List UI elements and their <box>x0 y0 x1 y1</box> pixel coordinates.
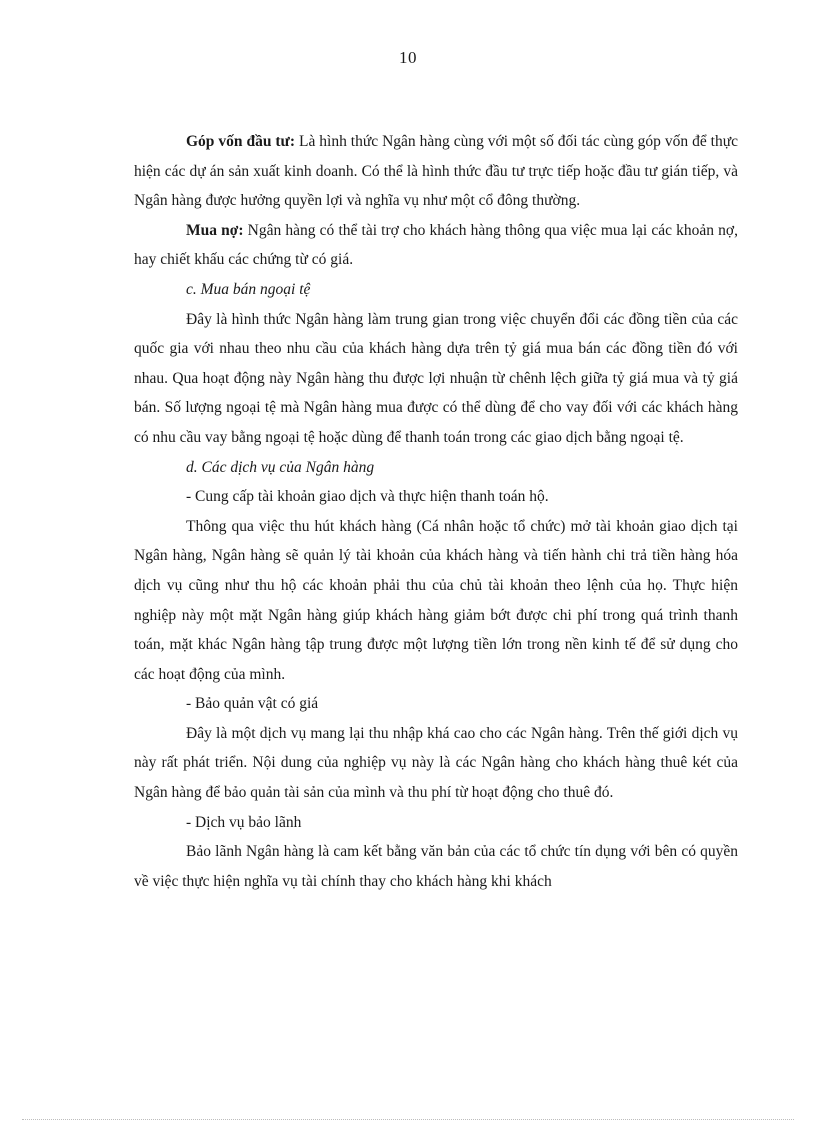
term-mua-no: Mua nợ: <box>186 221 244 239</box>
section-heading-d: d. Các dịch vụ của Ngân hàng <box>186 458 375 476</box>
paragraph-text: Là hình thức Ngân hàng cùng với một số đối tác cùng góp vốn để thực hiện các dự án sản xuất kinh doanh. Có thể là hình thức đầu tư trực tiếp hoặc đầu tư gián tiếp, và Ngân hàng được hưởng quyền lợi và nghĩa vụ như một cổ đông thường. <box>134 133 738 210</box>
paragraph-ngoai-te: Đây là hình thức Ngân hàng làm trung gian trong việc chuyển đổi các đồng tiền của các quốc gia với nhau theo nhu cầu của khách hàng dựa trên tỷ giá mua bán các đồng tiền đó với nhau. Qua hoạt động này Ngân hàng thu được lợi nhuận từ chênh lệch giữa tỷ giá mua và tỷ giá bán. Số lượng ngoại tệ mà Ngân hàng mua được có thể dùng để cho vay đối với các khách hàng có nhu cầu vay bằng ngoại tệ hoặc dùng để thanh toán trong các giao dịch bằng ngoại tệ. <box>134 310 738 446</box>
list-item-tai-khoan: - Cung cấp tài khoản giao dịch và thực hiện thanh toán hộ. <box>186 488 549 506</box>
paragraph-bao-lanh: Bảo lãnh Ngân hàng là cam kết bằng văn bản của các tổ chức tín dụng với bên có quyền về việc thực hiện nghĩa vụ tài chính thay cho khách hàng khi khách <box>134 843 738 890</box>
page-number: 10 <box>399 48 417 67</box>
section-heading-c: c. Mua bán ngoại tệ <box>186 280 311 298</box>
paragraph-mua-no <box>134 216 738 275</box>
paragraph-thanh-toan: Thông qua việc thu hút khách hàng (Cá nhân hoặc tổ chức) mở tài khoản giao dịch tại Ngân hàng, Ngân hàng sẽ quản lý tài khoản của khách hàng và tiến hành chi trả tiền hàng hóa dịch vụ cũng như thu hộ các khoản phải thu của chủ tài khoản theo lệnh của họ. Thực hiện nghiệp này một mặt Ngân hàng giúp khách hàng giảm bớt được chi phí trong quá trình thanh toán, mặt khác Ngân hàng tập trung được một lượng tiền lớn trong nền kinh tế để sử dụng cho các hoạt động của mình. <box>134 517 738 683</box>
list-item-bao-lanh: - Dịch vụ bảo lãnh <box>186 813 302 831</box>
paragraph-gop-von <box>134 127 738 216</box>
list-item-bao-quan: - Bảo quản vật có giá <box>186 695 319 713</box>
paragraph-bao-quan: Đây là một dịch vụ mang lại thu nhập khá cao cho các Ngân hàng. Trên thế giới dịch vụ này rất phát triển. Nội dung của nghiệp vụ này là các Ngân hàng cho khách hàng thuê két của Ngân hàng để bảo quản tài sản của mình và thu phí từ hoạt động cho thuê đó. <box>134 724 738 802</box>
term-gop-von: Góp vốn đầu tư: <box>186 133 296 150</box>
page-bottom-divider <box>22 1119 794 1120</box>
document-body <box>134 127 738 896</box>
paragraph-text: Ngân hàng có thể tài trợ cho khách hàng thông qua việc mua lại các khoản nợ, hay chiết khấu các chứng từ có giá. <box>134 221 738 269</box>
